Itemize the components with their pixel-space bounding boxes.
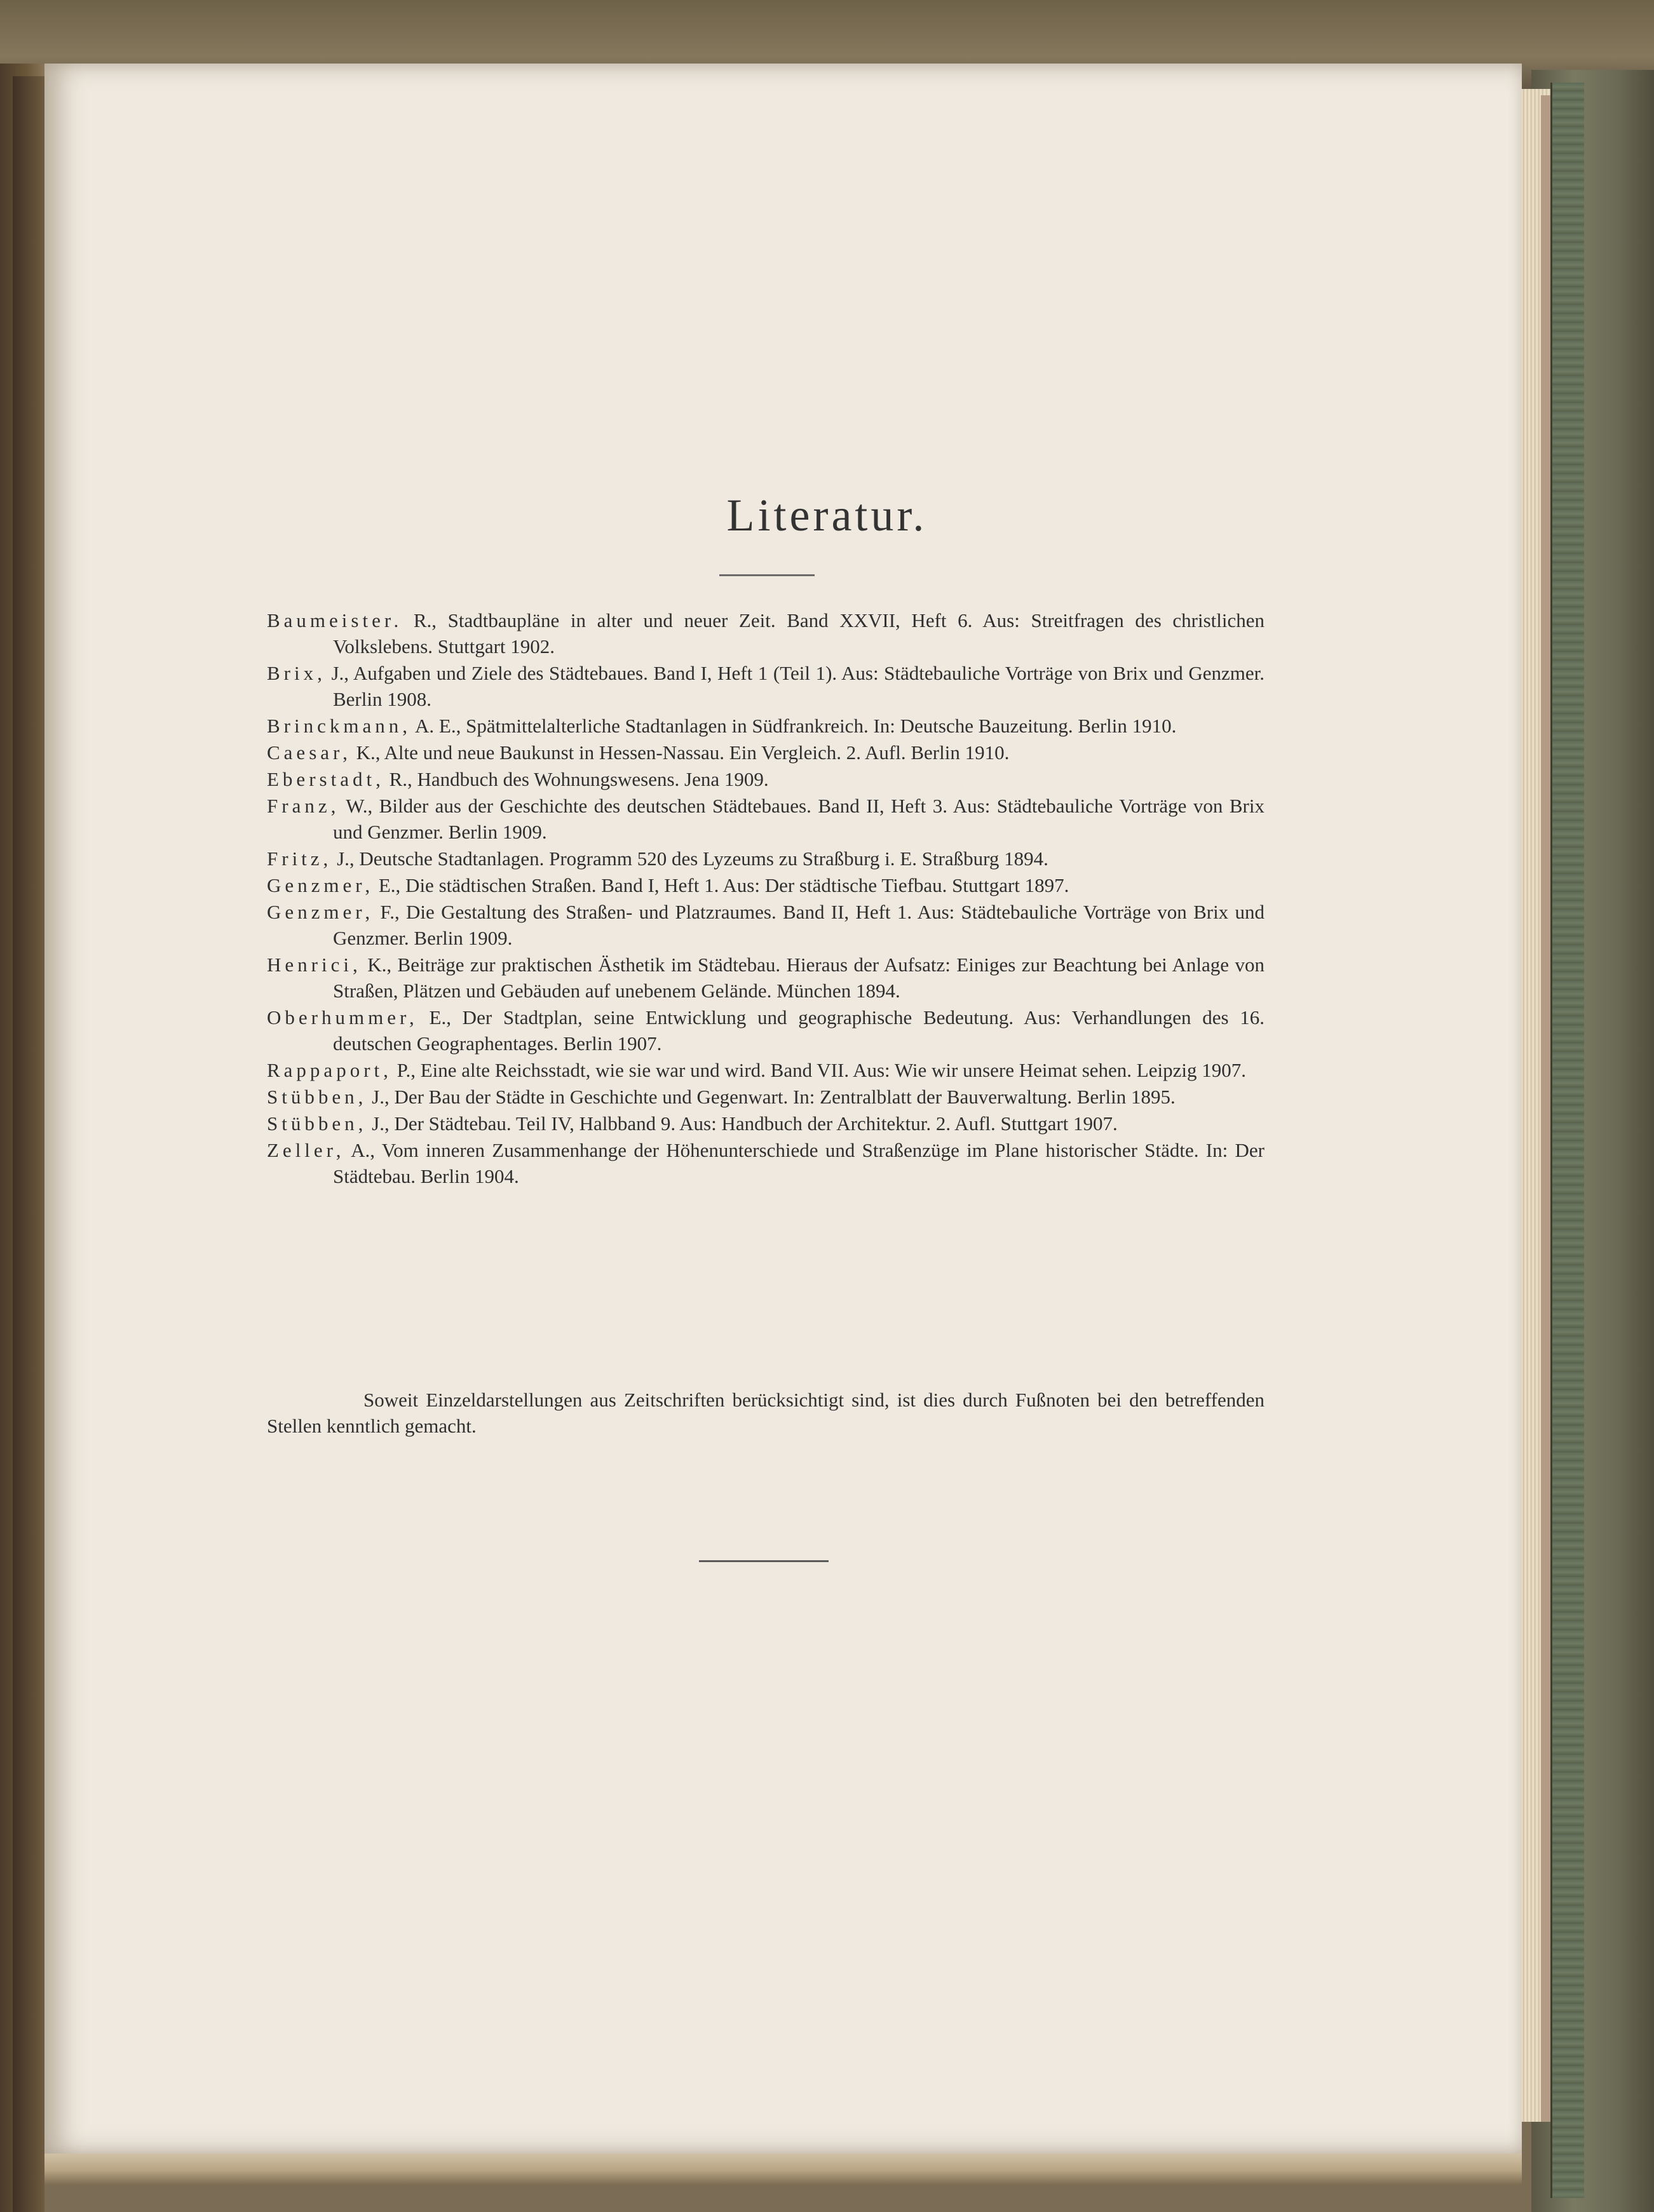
entry-author: Stübben, xyxy=(267,1086,367,1108)
bibliography-entry xyxy=(267,766,1264,792)
bibliography-entry xyxy=(267,739,1264,765)
entry-details: J., Der Städtebau. Teil IV, Halbband 9. Aus: Handbuch der Architektur. 2. Aufl. Stuttgart 1907. xyxy=(367,1112,1118,1135)
bibliography-entry xyxy=(267,1004,1264,1056)
entry-author: Stübben, xyxy=(267,1112,367,1135)
entry-details: R., Handbuch des Wohnungswesens. Jena 1909. xyxy=(384,768,769,790)
title-rule xyxy=(719,574,815,576)
bibliography-entry xyxy=(267,1084,1264,1110)
entry-details: J., Der Bau der Städte in Geschichte und Gegenwart. In: Zentralblatt der Bauverwaltung. Berlin 1895. xyxy=(367,1086,1176,1108)
bibliography-entry xyxy=(267,607,1264,659)
bibliography-list xyxy=(267,607,1264,1190)
previous-page-edge xyxy=(13,76,44,2212)
entry-author: Franz, xyxy=(267,795,340,817)
entry-author: Brix, xyxy=(267,662,326,684)
entry-author: Henrici, xyxy=(267,954,362,976)
footnote-remark: Soweit Einzeldarstellungen aus Zeitschriften berücksichtigt sind, ist dies durch Fußnoten bei den betreffenden Stellen kenntlich gemacht. xyxy=(267,1389,1264,1437)
entry-details: K., Alte und neue Baukunst in Hessen-Nassau. Ein Vergleich. 2. Aufl. Berlin 1910. xyxy=(351,741,1010,764)
page-title: Literatur. xyxy=(726,490,928,541)
bibliography-entry xyxy=(267,1110,1264,1136)
entry-author: Eberstadt, xyxy=(267,768,384,790)
entry-details: A., Vom inneren Zusammenhange der Höhenunterschiede und Straßenzüge im Plane historischer Städte. In: Der Städtebau. Berlin 1904. xyxy=(333,1139,1264,1187)
bibliography-entry xyxy=(267,952,1264,1004)
entry-author: Zeller, xyxy=(267,1139,345,1161)
entry-details: A. E., Spätmittelalterliche Stadtanlagen in Südfrankreich. In: Deutsche Bauzeitung. Berlin 1910. xyxy=(411,715,1177,737)
entry-author: Genzmer, xyxy=(267,874,374,896)
book-spine-cloth xyxy=(1550,83,1584,2198)
entry-details: J., Aufgaben und Ziele des Städtebaues. Band I, Heft 1 (Teil 1). Aus: Städtebauliche Vorträge von Brix und Genzmer. Berlin 1908. xyxy=(325,662,1264,710)
bibliography-entry xyxy=(267,872,1264,898)
entry-details: W., Bilder aus der Geschichte des deutschen Städtebaues. Band II, Heft 3. Aus: Städtebauliche Vorträge von Brix und Genzmer. Berlin 1909. xyxy=(333,795,1264,843)
entry-author: Caesar, xyxy=(267,741,351,764)
entry-details: P., Eine alte Reichsstadt, wie sie war und wird. Band VII. Aus: Wie wir unsere Heimat sehen. Leipzig 1907. xyxy=(391,1059,1246,1081)
entry-author: Brinckmann, xyxy=(267,715,411,737)
entry-author: Fritz, xyxy=(267,847,332,870)
entry-details: K., Beiträge zur praktischen Ästhetik im Städtebau. Hieraus der Aufsatz: Einiges zur Beachtung bei Anlage von Straßen, Plätzen und Gebäuden auf unebenem Gelände. München 1894. xyxy=(333,954,1264,1002)
bibliography-entry xyxy=(267,1057,1264,1083)
entry-author: Baumeister. xyxy=(267,609,403,631)
entry-author: Genzmer, xyxy=(267,901,374,923)
bibliography-entry xyxy=(267,713,1264,739)
entry-details: E., Die städtischen Straßen. Band I, Heft 1. Aus: Der städtische Tiefbau. Stuttgart 1897. xyxy=(374,874,1069,896)
entry-author: Oberhummer, xyxy=(267,1006,418,1028)
bibliography-entry xyxy=(267,899,1264,951)
entry-author: Rappaport, xyxy=(267,1059,392,1081)
entry-details: J., Deutsche Stadtanlagen. Programm 520 des Lyzeums zu Straßburg i. E. Straßburg 1894. xyxy=(332,847,1048,870)
entry-details: F., Die Gestaltung des Straßen- und Platzraumes. Band II, Heft 1. Aus: Städtebauliche Vorträge von Brix und Genzmer. Berlin 1909. xyxy=(333,901,1264,949)
entry-details: R., Stadtbaupläne in alter und neuer Zeit. Band XXVII, Heft 6. Aus: Streitfragen des christlichen Volkslebens. Stuttgart 1902. xyxy=(333,609,1264,658)
bibliography-entry xyxy=(267,793,1264,845)
end-rule xyxy=(699,1560,829,1562)
bibliography-entry xyxy=(267,660,1264,712)
bibliography-entry xyxy=(267,1137,1264,1189)
entry-details: E., Der Stadtplan, seine Entwicklung und geographische Bedeutung. Aus: Verhandlungen des 16. deutschen Geographentages. Berlin 1907. xyxy=(333,1006,1264,1055)
bibliography-entry xyxy=(267,846,1264,872)
